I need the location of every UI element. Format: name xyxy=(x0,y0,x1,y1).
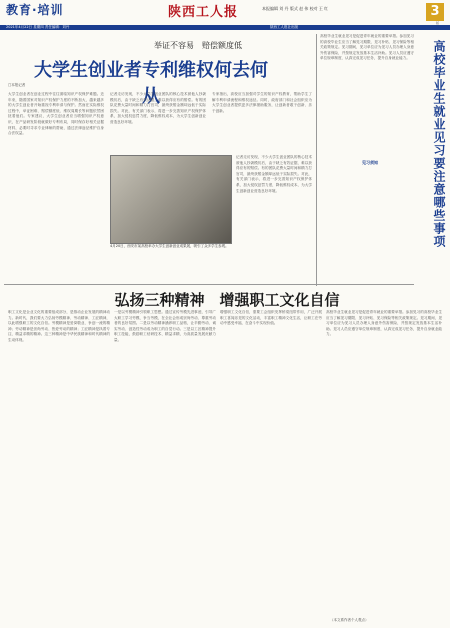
section-title: 教育·培训 xyxy=(6,3,64,17)
article-column-3b: 记者走访发现，不少大学生创业团队的核心技术被他人抄袭模仿后，由于缺乏有效证据，难以获得应有的赔偿。有的团队花费大量时间和精力打官司，最终获赔金额却远低于实际损失。对此，有关部门表示，将进一步完善知识产权保护体系，加大侵权惩罚力度，降低维权成本，为大学生创新创业营造良好环境。 xyxy=(236,155,312,193)
section-divider xyxy=(4,284,414,285)
bottom-column-4: 高校毕业生就业见习是促进青年就业的重要举措。参加见习的高校毕业生应当了解见习期限、见习补贴、见习保险等相关政策规定。见习期间，见习单位应为见习人员办理人身意外伤害保险，并按规定发放基本生活补助。见习人员应遵守单位规章制度，认真完成见习任务，提升自身就业能力。 xyxy=(326,310,442,337)
right-article-title: 高校毕业生就业见习要注意哪些事项 xyxy=(432,40,446,248)
right-column-text: 高校毕业生就业见习是促进青年就业的重要举措。参加见习的高校毕业生应当了解见习期限、见习补贴、见习保险等相关政策规定。见习期间，见习单位应为见习人员办理人身意外伤害保险，并按规定发放基本生活补助。见习人员应遵守单位规章制度，认真完成见习任务，提升自身就业能力。 xyxy=(320,34,414,61)
photo-caption: 4月20日，西安市某高校举办大学生创新创业成果展，吸引了众多学生参观。 xyxy=(110,244,229,248)
page-number-badge: 3 xyxy=(426,3,444,21)
article-byline: □本报记者 xyxy=(8,83,26,87)
header-bar-publisher: 陕西工人报社出版 xyxy=(270,25,298,29)
bottom-column-2: 一是以劳模精神引领职工思想。通过宣传劳模先进事迹，引导广大职工学习劳模、争当劳模，在全社会形成崇尚劳动、尊重劳动者的良好氛围。二是以劳动精神涵养职工品格，让辛勤劳动、诚实劳动、创造性劳动成为职工的自觉行动。三是以工匠精神提升职工技能，鼓励职工钻研技术、精益求精，为高质量发展贡献力量。 xyxy=(114,310,216,342)
article-headline-main: 大学生创业者专利维权何去何从 xyxy=(34,60,268,107)
header-bar-date: 2021年4月22日 星期四 责任编辑：刘丹 xyxy=(6,25,70,29)
article-column-3: 专家指出，高校应当加强对学生的知识产权教育，帮助学生了解专利申请流程和维权途径。同时，政府部门和社会组织应为大学生创业者提供更多法律援助服务，让创新者敢于创新、乐于创新。 xyxy=(212,92,312,113)
bottom-column-3: 增强职工文化自信，需要工会组织发挥桥梁纽带作用，广泛开展职工喜闻乐见的文化活动，丰富职工精神文化生活，让职工在劳动中感受幸福，在奋斗中实现价值。 xyxy=(220,310,322,326)
bottom-column-1: 职工文化是企业文化的重要组成部分，是推动企业发展的精神动力。新时代，我们要大力弘扬劳模精神、劳动精神、工匠精神，以此增强职工的文化自信。劳模精神是爱岗敬业、争创一流的精神；劳动精神是崇尚劳动、热爱劳动的精神；工匠精神是执着专注、精益求精的精神。这三种精神是中华民族精神和时代精神的生动体现。 xyxy=(8,310,110,342)
page-number-suffix: 版 xyxy=(436,21,440,25)
article-photo xyxy=(110,155,232,244)
right-subheading: 见习须知 xyxy=(362,160,378,165)
article-kicker: 举证不容易 赔偿额度低 xyxy=(154,41,242,50)
footer-note: （本文系作者个人观点） xyxy=(330,618,369,622)
newspaper-logo: 陕西工人报 xyxy=(168,5,239,20)
article-column-1: 大学生创业者在创业过程中往往面临知识产权保护难题。近年来，随着国家对知识产权保护力度的不断加大，越来越多的大学生创业者开始重视专利申请与保护。然而在实际维权过程中，举证困难、赔偿额度低、维权周期长等问题依然困扰着他们。专家建议，大学生创业者应当增强知识产权意识，在产品研发阶段就做好专利布局，同时保存好相关证据材料，必要时寻求专业律师的帮助，通过法律途径维护自身合法权益。 xyxy=(8,92,104,136)
article-column-2: 记者走访发现，不少大学生创业团队的核心技术被他人抄袭模仿后，由于缺乏有效证据，难以获得应有的赔偿。有的团队花费大量时间和精力打官司，最终获赔金额却远低于实际损失。对此，有关部门表示，将进一步完善知识产权保护体系，加大侵权惩罚力度，降低维权成本，为大学生创新创业营造良好环境。 xyxy=(110,92,206,124)
column-divider xyxy=(316,34,317,286)
article-headline-secondary: 弘扬三种精神 增强职工文化自信 xyxy=(114,291,340,309)
page-meta: 本报编辑 刘 丹 版式 赵 伟 校对 王 红 xyxy=(262,6,329,11)
